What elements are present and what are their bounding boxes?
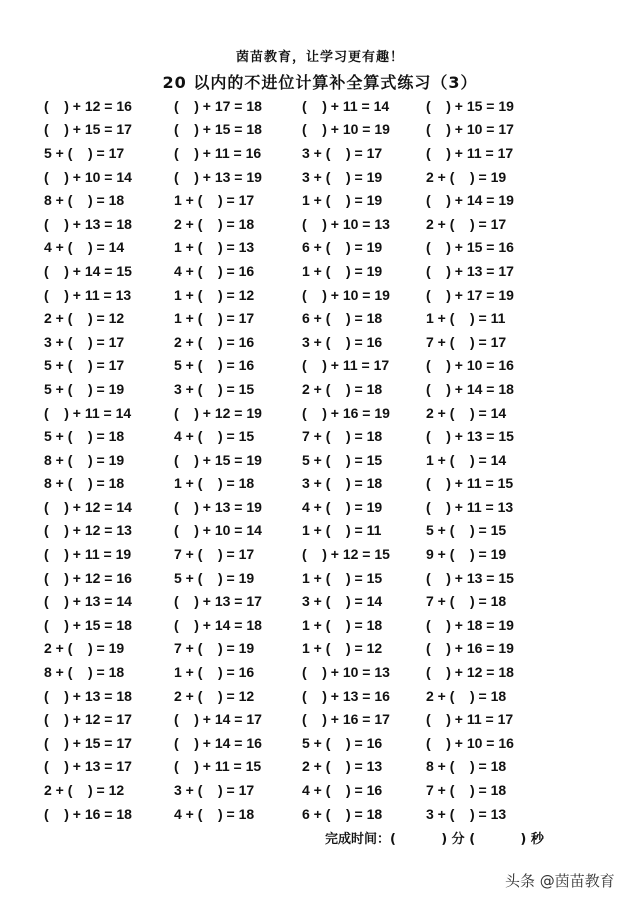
math-problem: ( ) + 11 = 13 [44, 286, 132, 303]
math-problem: ( ) + 12 = 14 [44, 498, 132, 515]
math-problem: 5 + ( ) = 19 [174, 569, 255, 586]
math-problem: 1 + ( ) = 15 [302, 569, 383, 586]
math-problem: ( ) + 10 = 14 [44, 168, 132, 185]
math-problem: 1 + ( ) = 17 [174, 192, 255, 209]
math-problem: 1 + ( ) = 12 [302, 640, 383, 657]
problem-row [44, 637, 604, 661]
math-problem: ( ) + 13 = 17 [426, 262, 514, 279]
math-problem: ( ) + 11 = 16 [174, 144, 262, 161]
math-problem: ( ) + 11 = 15 [426, 475, 514, 492]
problem-row [44, 424, 604, 448]
math-problem: ( ) + 12 = 13 [44, 522, 132, 539]
math-problem: ( ) + 13 = 15 [426, 428, 514, 445]
problem-row [44, 94, 604, 118]
math-problem: 2 + ( ) = 18 [426, 687, 507, 704]
problem-row [44, 401, 604, 425]
math-problem: ( ) + 15 = 18 [174, 121, 262, 138]
math-problem: 1 + ( ) = 17 [174, 310, 255, 327]
problem-row [44, 212, 604, 236]
math-problem: ( ) + 14 = 16 [174, 734, 262, 751]
math-problem: ( ) + 12 = 16 [44, 569, 132, 586]
math-problem: 1 + ( ) = 11 [302, 522, 382, 539]
math-problem: ( ) + 12 = 17 [44, 711, 132, 728]
math-problem: 6 + ( ) = 18 [302, 805, 383, 822]
math-problem: 3 + ( ) = 15 [174, 380, 255, 397]
math-problem: ( ) + 14 = 15 [44, 262, 132, 279]
math-problem: ( ) + 12 = 18 [426, 664, 514, 681]
problem-row [44, 802, 604, 826]
math-problem: ( ) + 15 = 18 [44, 616, 132, 633]
math-problem: 7 + ( ) = 19 [174, 640, 255, 657]
math-problem: ( ) + 13 = 18 [44, 215, 132, 232]
math-problem: ( ) + 14 = 18 [174, 616, 262, 633]
problem-row [44, 472, 604, 496]
math-problem: ( ) + 15 = 19 [174, 451, 262, 468]
math-problem: 3 + ( ) = 17 [302, 144, 383, 161]
math-problem: ( ) + 16 = 19 [302, 404, 390, 421]
math-problem: 2 + ( ) = 16 [174, 333, 255, 350]
problem-row [44, 283, 604, 307]
math-problem: 8 + ( ) = 18 [44, 192, 125, 209]
math-problem: 7 + ( ) = 17 [174, 546, 255, 563]
math-problem: ( ) + 11 = 14 [302, 97, 390, 114]
math-problem: 6 + ( ) = 19 [302, 239, 383, 256]
math-problem: ( ) + 10 = 13 [302, 215, 390, 232]
math-problem: ( ) + 18 = 19 [426, 616, 514, 633]
problem-row [44, 660, 604, 684]
math-problem: ( ) + 16 = 17 [302, 711, 390, 728]
math-problem: 2 + ( ) = 19 [44, 640, 125, 657]
problem-row [44, 448, 604, 472]
math-problem: ( ) + 17 = 19 [426, 286, 514, 303]
math-problem: ( ) + 15 = 17 [44, 121, 132, 138]
math-problem: ( ) + 14 = 19 [426, 192, 514, 209]
math-problem: ( ) + 10 = 16 [426, 734, 514, 751]
math-problem: 7 + ( ) = 18 [426, 782, 507, 799]
math-problem: 4 + ( ) = 18 [174, 805, 255, 822]
math-problem: 2 + ( ) = 12 [44, 310, 125, 327]
math-problem: ( ) + 13 = 14 [44, 593, 132, 610]
math-problem: 3 + ( ) = 14 [302, 593, 383, 610]
problem-row [44, 118, 604, 142]
problem-row [44, 542, 604, 566]
math-problem: 5 + ( ) = 15 [302, 451, 383, 468]
problem-row [44, 613, 604, 637]
math-problem: 1 + ( ) = 16 [174, 664, 255, 681]
problem-row [44, 731, 604, 755]
math-problem: 5 + ( ) = 18 [44, 428, 125, 445]
math-problem: ( ) + 15 = 17 [44, 734, 132, 751]
math-problem: ( ) + 16 = 18 [44, 805, 132, 822]
problem-row [44, 188, 604, 212]
problem-row [44, 519, 604, 543]
math-problem: ( ) + 11 = 15 [174, 758, 262, 775]
math-problem: 8 + ( ) = 19 [44, 451, 125, 468]
math-problem: 5 + ( ) = 17 [44, 144, 125, 161]
math-problem: 5 + ( ) = 16 [174, 357, 255, 374]
math-problem: 8 + ( ) = 18 [44, 475, 125, 492]
math-problem: ( ) + 11 = 17 [426, 144, 514, 161]
math-problem: ( ) + 13 = 18 [44, 687, 132, 704]
math-problem: ( ) + 17 = 18 [174, 97, 262, 114]
slogan: 茵苗教育，让学习更有趣！ [235, 50, 404, 65]
problem-row [44, 330, 604, 354]
math-problem: ( ) + 10 = 19 [302, 121, 390, 138]
problem-row [44, 306, 604, 330]
math-problem: ( ) + 13 = 19 [174, 498, 262, 515]
problem-row [44, 354, 604, 378]
math-problem: 6 + ( ) = 18 [302, 310, 383, 327]
math-problem: ( ) + 10 = 17 [426, 121, 514, 138]
math-problem: ( ) + 10 = 13 [302, 664, 390, 681]
math-problem: ( ) + 14 = 18 [426, 380, 514, 397]
page-title: 20 以内的不进位计算补全算式练习（3） [162, 73, 478, 92]
math-problem: ( ) + 11 = 14 [44, 404, 132, 421]
math-problem: ( ) + 13 = 19 [174, 168, 262, 185]
math-problem: 8 + ( ) = 18 [44, 664, 125, 681]
problem-row [44, 707, 604, 731]
math-problem: 2 + ( ) = 12 [174, 687, 255, 704]
completion-time-label: 完成时间：( ) 分 ( ) 秒 [325, 832, 544, 847]
math-problem: ( ) + 11 = 17 [302, 357, 390, 374]
problem-row [44, 259, 604, 283]
math-problem: 2 + ( ) = 14 [426, 404, 507, 421]
math-problem: 5 + ( ) = 16 [302, 734, 383, 751]
math-problem: 2 + ( ) = 18 [174, 215, 255, 232]
math-problem: 5 + ( ) = 15 [426, 522, 507, 539]
math-problem: 5 + ( ) = 17 [44, 357, 125, 374]
math-problem: ( ) + 13 = 16 [302, 687, 390, 704]
math-problem: 3 + ( ) = 16 [302, 333, 383, 350]
problem-row [44, 236, 604, 260]
math-problem: 4 + ( ) = 19 [302, 498, 383, 515]
math-problem: 8 + ( ) = 18 [426, 758, 507, 775]
math-problem: 2 + ( ) = 13 [302, 758, 383, 775]
math-problem: 2 + ( ) = 17 [426, 215, 507, 232]
math-problem: ( ) + 13 = 17 [174, 593, 262, 610]
watermark: 头条 @茵苗教育 [505, 872, 615, 890]
math-problem: 3 + ( ) = 17 [44, 333, 125, 350]
math-problem: 3 + ( ) = 17 [174, 782, 255, 799]
math-problem: 7 + ( ) = 17 [426, 333, 507, 350]
problem-row [44, 495, 604, 519]
problem-row [44, 165, 604, 189]
problem-row [44, 684, 604, 708]
math-problem: ( ) + 10 = 14 [174, 522, 262, 539]
math-problem: 1 + ( ) = 14 [426, 451, 507, 468]
math-problem: 1 + ( ) = 19 [302, 192, 383, 209]
problem-row [44, 141, 604, 165]
math-problem: 1 + ( ) = 18 [174, 475, 255, 492]
math-problem: ( ) + 11 = 19 [44, 546, 132, 563]
math-problem: ( ) + 12 = 15 [302, 546, 390, 563]
math-problem: ( ) + 15 = 19 [426, 97, 514, 114]
math-problem: 4 + ( ) = 16 [302, 782, 383, 799]
math-problem: 1 + ( ) = 18 [302, 616, 383, 633]
math-problem: 7 + ( ) = 18 [302, 428, 383, 445]
math-problem: ( ) + 14 = 17 [174, 711, 262, 728]
math-problem: ( ) + 12 = 19 [174, 404, 262, 421]
math-problem: 3 + ( ) = 19 [302, 168, 383, 185]
math-problem: 9 + ( ) = 19 [426, 546, 507, 563]
math-problem: 3 + ( ) = 13 [426, 805, 507, 822]
math-problem: 4 + ( ) = 14 [44, 239, 125, 256]
math-problem: ( ) + 11 = 17 [426, 711, 514, 728]
problem-row [44, 778, 604, 802]
problem-row [44, 566, 604, 590]
math-problem: 2 + ( ) = 19 [426, 168, 507, 185]
math-problem: ( ) + 16 = 19 [426, 640, 514, 657]
math-problem: ( ) + 10 = 19 [302, 286, 390, 303]
problem-row [44, 755, 604, 779]
math-problem: 2 + ( ) = 12 [44, 782, 125, 799]
math-problem: 7 + ( ) = 18 [426, 593, 507, 610]
math-problem: ( ) + 15 = 16 [426, 239, 514, 256]
math-problem: 5 + ( ) = 19 [44, 380, 125, 397]
math-problem: 1 + ( ) = 19 [302, 262, 383, 279]
math-problem: 1 + ( ) = 11 [426, 310, 506, 327]
math-problem: 1 + ( ) = 13 [174, 239, 255, 256]
math-problem: 4 + ( ) = 15 [174, 428, 255, 445]
math-problem: ( ) + 13 = 17 [44, 758, 132, 775]
problem-row [44, 589, 604, 613]
math-problem: ( ) + 10 = 16 [426, 357, 514, 374]
math-problem: 3 + ( ) = 18 [302, 475, 383, 492]
math-problem: 1 + ( ) = 12 [174, 286, 255, 303]
problem-grid [44, 94, 604, 825]
problem-row [44, 377, 604, 401]
math-problem: ( ) + 12 = 16 [44, 97, 132, 114]
math-problem: 4 + ( ) = 16 [174, 262, 255, 279]
math-problem: ( ) + 13 = 15 [426, 569, 514, 586]
math-problem: 2 + ( ) = 18 [302, 380, 383, 397]
math-problem: ( ) + 11 = 13 [426, 498, 514, 515]
